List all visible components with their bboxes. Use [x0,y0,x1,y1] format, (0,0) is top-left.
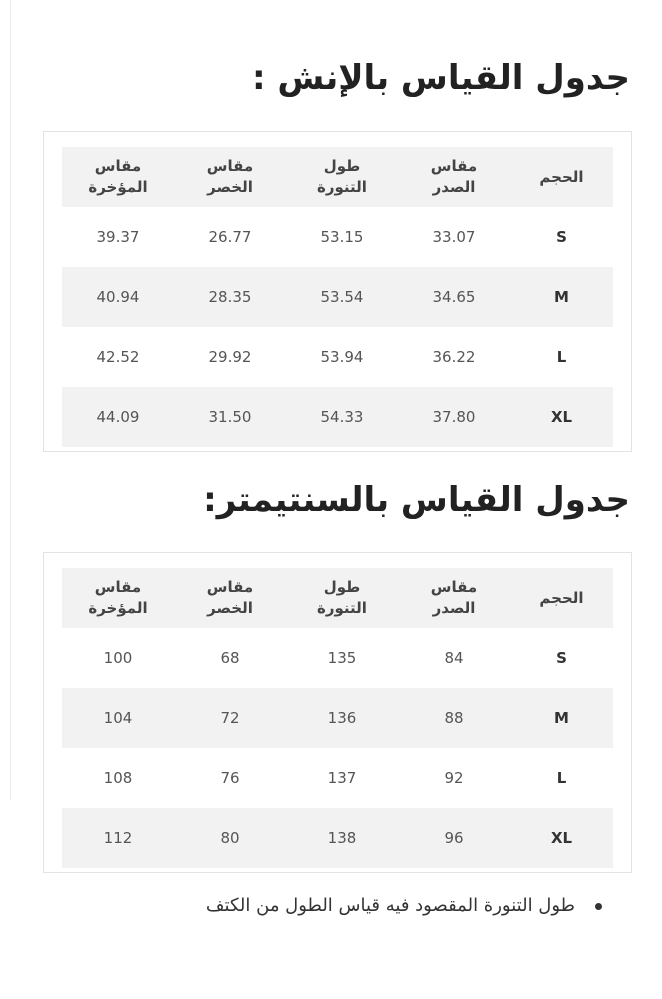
waist-cell: 72 [220,709,240,727]
size-cell: S [556,649,567,667]
cm-size-table-frame [43,552,632,873]
table-row [62,808,613,868]
size-cell: M [554,709,569,727]
hip-cell: 39.37 [96,228,140,246]
table-row [62,207,613,267]
bullet-icon [595,903,602,910]
header-waist: مقاس الخصر [206,157,254,196]
hip-cell: 104 [103,709,133,727]
left-divider-line [10,0,11,800]
inch-header-row [62,147,613,207]
waist-cell: 31.50 [208,408,252,426]
chest-cell: 37.80 [432,408,476,426]
waist-cell: 26.77 [208,228,252,246]
header-size: الحجم [539,588,584,607]
header-size: الحجم [539,167,584,186]
waist-cell: 76 [220,769,240,787]
inch-size-table [62,147,613,447]
chest-cell: 84 [444,649,464,667]
length-cell: 53.54 [320,288,364,306]
length-cell: 54.33 [320,408,364,426]
waist-cell: 29.92 [208,348,252,366]
table-row [62,387,613,447]
table-row [62,748,613,808]
chest-cell: 36.22 [432,348,476,366]
length-cell: 137 [327,769,357,787]
hip-cell: 40.94 [96,288,140,306]
cm-table-title: جدول القياس بالسنتيمتر: [203,480,630,520]
size-cell: XL [550,408,573,426]
waist-cell: 68 [220,649,240,667]
length-cell: 136 [327,709,357,727]
cm-header-row [62,568,613,628]
length-cell: 138 [327,829,357,847]
hip-cell: 44.09 [96,408,140,426]
size-cell: S [556,228,567,246]
table-row [62,628,613,688]
length-cell: 53.94 [320,348,364,366]
header-hip: مقاس المؤخرة [88,157,148,196]
chest-cell: 96 [444,829,464,847]
waist-cell: 80 [220,829,240,847]
length-cell: 53.15 [320,228,364,246]
header-skirt-length: طول التنورة [317,578,367,617]
size-cell: XL [550,829,573,847]
table-row [62,267,613,327]
note-text: طول التنورة المقصود فيه قياس الطول من الكتف [205,895,575,916]
size-cell: M [554,288,569,306]
cm-size-table [62,568,613,868]
size-cell: L [556,348,567,366]
skirt-length-note [206,892,602,920]
size-cell: L [556,769,567,787]
header-chest: مقاس الصدر [430,157,478,196]
inch-size-table-frame [43,131,632,452]
header-skirt-length: طول التنورة [317,157,367,196]
header-waist: مقاس الخصر [206,578,254,617]
header-hip: مقاس المؤخرة [88,578,148,617]
header-chest: مقاس الصدر [430,578,478,617]
waist-cell: 28.35 [208,288,252,306]
chest-cell: 88 [444,709,464,727]
hip-cell: 108 [103,769,133,787]
inch-table-title: جدول القياس بالإنش : [251,58,630,98]
chest-cell: 34.65 [432,288,476,306]
table-row [62,327,613,387]
hip-cell: 100 [103,649,133,667]
hip-cell: 112 [103,829,133,847]
chest-cell: 33.07 [432,228,476,246]
chest-cell: 92 [444,769,464,787]
length-cell: 135 [327,649,357,667]
table-row [62,688,613,748]
hip-cell: 42.52 [96,348,140,366]
